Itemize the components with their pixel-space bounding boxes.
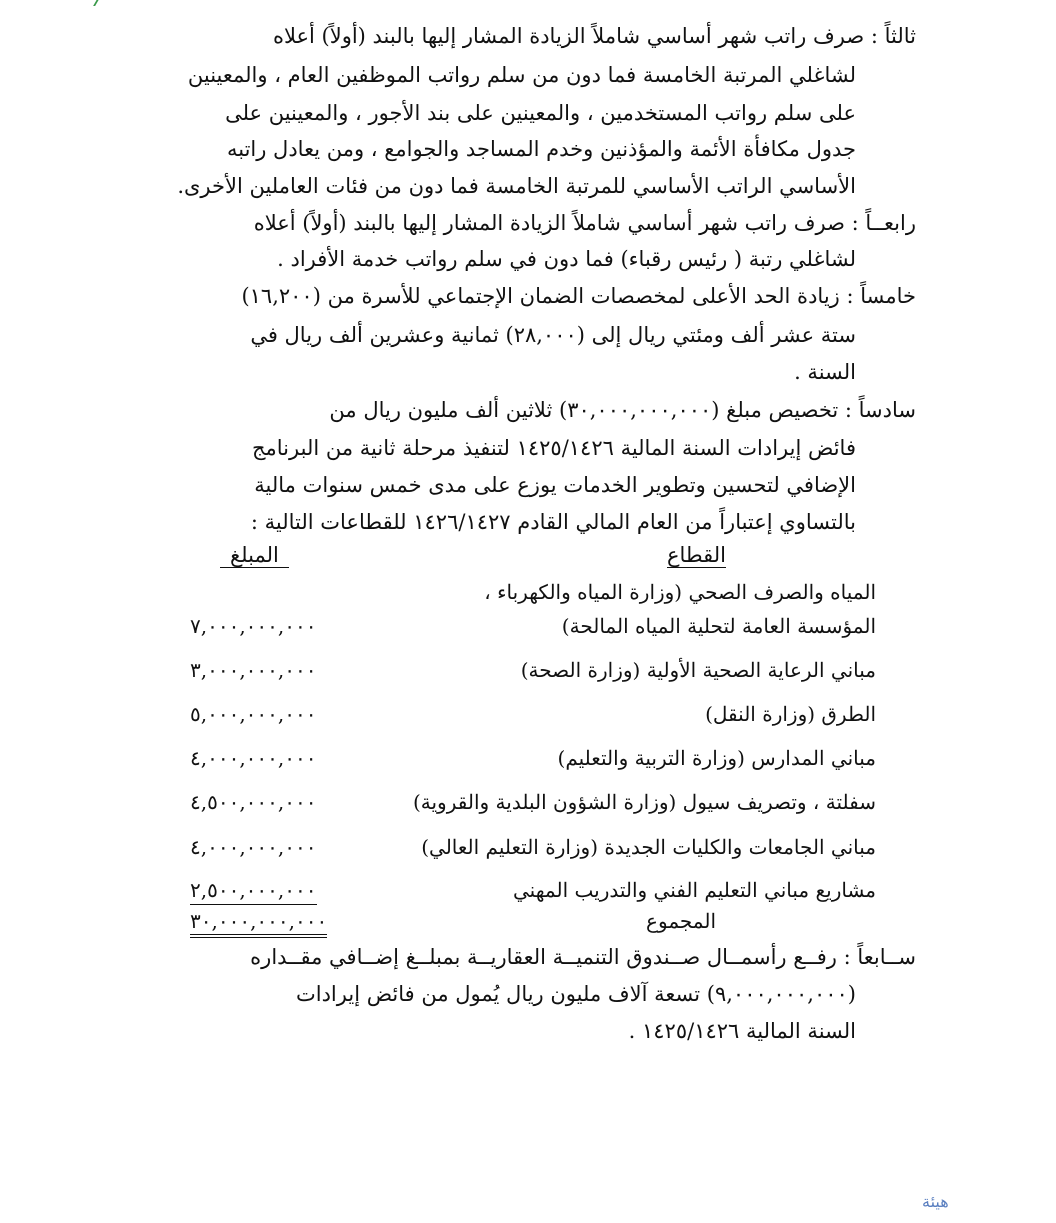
table-total-amount-text: ٣٠,٠٠٠,٠٠٠,٠٠٠ (190, 909, 327, 938)
table-header-sector (667, 540, 726, 570)
clause-7-line-3: السنة المالية ١٤٢٥/١٤٢٦ . (628, 1019, 856, 1043)
table-row-amount: ٤,٠٠٠,٠٠٠,٠٠٠ (190, 746, 317, 770)
clause-3-line-2: لشاغلي المرتبة الخامسة فما دون من سلم رواتب الموظفين العام ، والمعينين (187, 63, 856, 87)
clause-6-line-3: الإضافي لتحسين وتطوير الخدمات يوزع على مدى خمس سنوات مالية (254, 473, 856, 497)
table-row-label: مباني الرعاية الصحية الأولية (وزارة الصحة) (520, 658, 876, 682)
clause-4-line-2: لشاغلي رتبة ( رئيس رقباء) فما دون في سلم رواتب خدمة الأفراد . (277, 247, 856, 271)
table-row-label: مباني المدارس (وزارة التربية والتعليم) (557, 746, 876, 770)
clause-3-line-1: ثالثاً : صرف راتب شهر أساسي شاملاً الزيادة المشار إليها بالبند (أولاً) أعلاه (272, 24, 916, 48)
table-row-label: الطرق (وزارة النقل) (705, 702, 876, 726)
clause-5-line-1: خامساً : زيادة الحد الأعلى لمخصصات الضمان الإجتماعي للأسرة من (١٦,٢٠٠) (241, 284, 916, 308)
clause-6-line-2: فائض إيرادات السنة المالية ١٤٢٥/١٤٢٦ لتنفيذ مرحلة ثانية من البرنامج (251, 436, 856, 460)
clause-5-line-3: السنة . (794, 360, 856, 384)
table-row-amount-text: ٢,٥٠٠,٠٠٠,٠٠٠ (190, 878, 317, 905)
table-row-amount: ٤,٠٠٠,٠٠٠,٠٠٠ (190, 835, 317, 859)
clause-7-line-1: ســابعاً : رفــع رأسمــال صــندوق التنميــة العقاريــة بمبلــغ إضــافي مقــداره (250, 945, 916, 969)
footer-stamp-text: هيئة (922, 1192, 949, 1211)
table-row-amount: ٤,٥٠٠,٠٠٠,٠٠٠ (190, 790, 317, 814)
table-row-label: مشاريع مباني التعليم الفني والتدريب المهني (513, 878, 876, 902)
table-header-amount-text: المبلغ (220, 543, 289, 568)
table-row-amount: ٥,٠٠٠,٠٠٠,٠٠٠ (190, 702, 317, 726)
table-total-label: المجموع (646, 909, 716, 933)
clause-4-line-1: رابعــاً : صرف راتب شهر أساسي شاملاً الزيادة المشار إليها بالبند (أولاً) أعلاه (253, 211, 916, 235)
table-row-label: المياه والصرف الصحي (وزارة المياه والكهرباء ، (484, 580, 876, 604)
table-row-label: المؤسسة العامة لتحلية المياه المالحة) (561, 614, 876, 638)
clause-3-line-5: الأساسي الراتب الأساسي للمرتبة الخامسة فما دون من فئات العاملين الأخرى. (177, 174, 856, 198)
clause-6-line-1: سادساً : تخصيص مبلغ (٣٠,٠٠٠,٠٠٠,٠٠٠) ثلاثين ألف مليون ريال من (329, 398, 916, 422)
clause-3-line-3: على سلم رواتب المستخدمين ، والمعينين على بند الأجور ، والمعينين على (225, 101, 856, 125)
table-row-amount: ٧,٠٠٠,٠٠٠,٠٠٠ (190, 614, 317, 638)
table-header-amount (220, 540, 289, 570)
table-row-amount: ٣,٠٠٠,٠٠٠,٠٠٠ (190, 658, 317, 682)
green-corner-mark (93, 0, 115, 6)
table-header-sector-text: القطاع (666, 543, 726, 567)
clause-3-line-4: جدول مكافأة الأئمة والمؤذنين وخدم المساجد والجوامع ، ومن يعادل راتبه (226, 137, 856, 161)
clause-7-line-2: (٩,٠٠٠,٠٠٠,٠٠٠) تسعة آلاف مليون ريال يُمول من فائض إيرادات (295, 982, 856, 1006)
clause-5-line-2: ستة عشر ألف ومئتي ريال إلى (٢٨,٠٠٠) ثمانية وعشرين ألف ريال في (250, 323, 856, 347)
table-row-amount (190, 876, 370, 904)
table-total-amount (190, 907, 370, 935)
clause-6-line-4: بالتساوي إعتباراً من العام المالي القادم ١٤٢٦/١٤٢٧ للقطاعات التالية : (250, 510, 856, 534)
table-row-label: مباني الجامعات والكليات الجديدة (وزارة التعليم العالي) (421, 835, 876, 859)
table-row-label: سفلتة ، وتصريف سيول (وزارة الشؤون البلدية والقروية) (412, 790, 876, 814)
